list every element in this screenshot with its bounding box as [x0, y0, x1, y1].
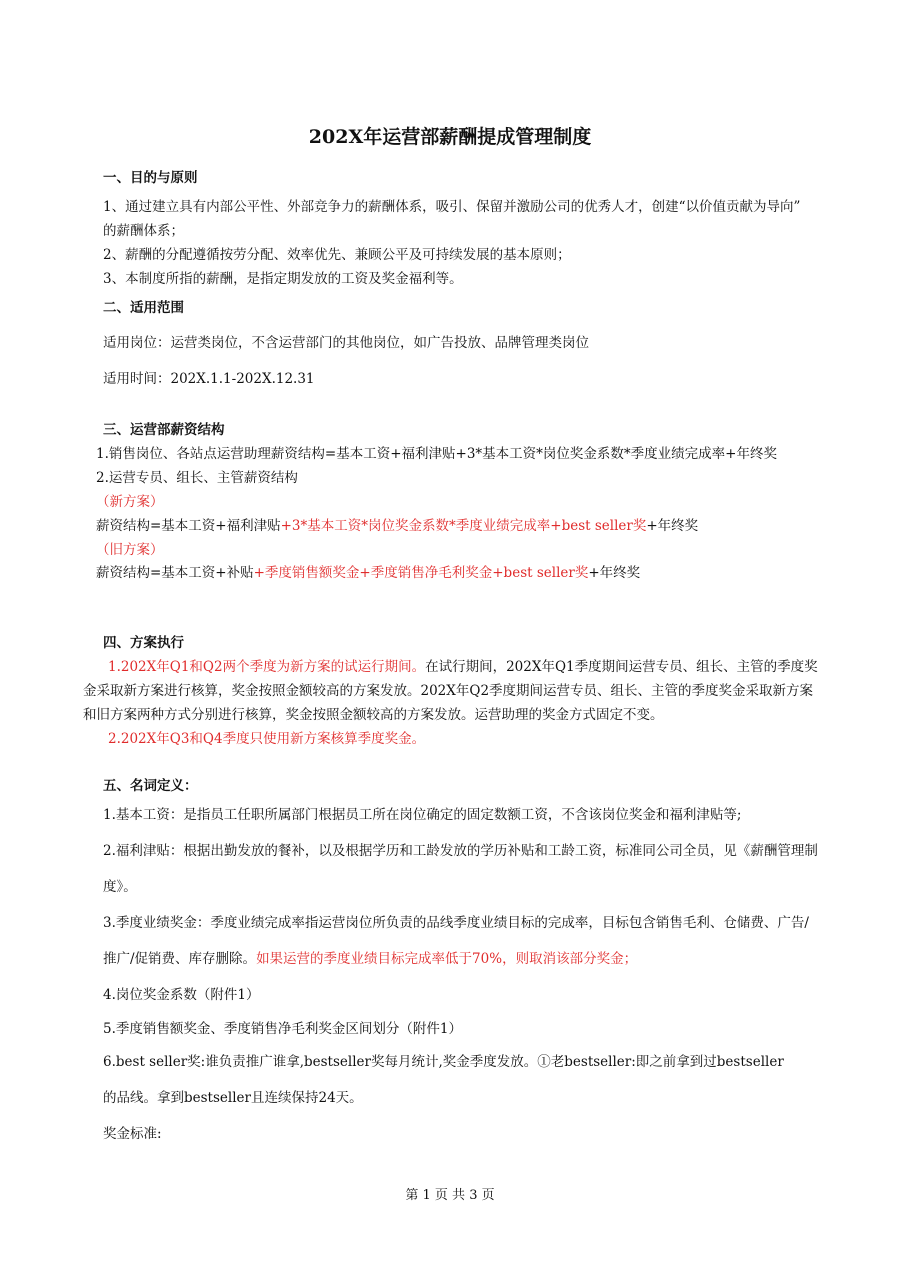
definition-6a: 6.best seller奖:谁负责推广谁拿,bestseller奖每月统计,奖金季度发放。①老bestseller:即之前拿到过bestseller	[103, 1054, 784, 1070]
definition-4: 4.岗位奖金系数（附件1）	[103, 987, 260, 1003]
new-plan-formula	[96, 514, 698, 534]
s4-paragraph-1-line-1	[108, 655, 818, 675]
section-4-heading: 四、方案执行	[103, 635, 184, 651]
new-plan-label: （新方案）	[96, 494, 164, 510]
document-title: 202X年运营部薪酬提成管理制度	[308, 126, 592, 148]
s4-paragraph-1a: 在试行期间，202X年Q1季度期间运营专员、组长、主管的季度奖	[425, 659, 818, 675]
s4-paragraph-1b: 金采取新方案进行核算，奖金按照金额较高的方案发放。202X年Q2季度期间运营专员、组长、主管的季度奖金采取新方案	[83, 683, 814, 699]
section-5-heading: 五、名词定义：	[103, 778, 198, 794]
s3-paragraph-2: 2.运营专员、组长、主管薪资结构	[96, 470, 298, 486]
bonus-standard-label: 奖金标准:	[103, 1126, 162, 1142]
s2-paragraph-1: 适用岗位：运营类岗位，不含运营部门的其他岗位，如广告投放、品牌管理类岗位	[103, 335, 589, 351]
definition-6b: 的品线。拿到bestseller且连续保持24天。	[103, 1090, 363, 1106]
old-plan-formula-a: 薪资结构=基本工资+补贴	[96, 565, 254, 581]
s4-paragraph-1c: 和旧方案两种方式分别进行核算，奖金按照金额较高的方案发放。运营助理的奖金方式固定不变。	[83, 707, 664, 723]
s4-paragraph-2: 2.202X年Q3和Q4季度只使用新方案核算季度奖金。	[108, 731, 426, 747]
s3-paragraph-1: 1.销售岗位、各站点运营助理薪资结构=基本工资+福利津贴+3*基本工资*岗位奖金系数*季度业绩完成率+年终奖	[96, 446, 777, 462]
new-plan-formula-b: +3*基本工资*岗位奖金系数*季度业绩完成率+best seller奖	[280, 518, 647, 534]
definition-3a: 3.季度业绩奖金：季度业绩完成率指运营岗位所负责的品线季度业绩目标的完成率，目标包含销售毛利、仓储费、广告/	[103, 915, 809, 931]
old-plan-formula	[96, 561, 640, 581]
section-3-heading: 三、运营部薪资结构	[103, 422, 225, 438]
definition-5: 5.季度销售额奖金、季度销售净毛利奖金区间划分（附件1）	[103, 1021, 462, 1037]
s1-paragraph-1a: 1、通过建立具有内部公平性、外部竞争力的薪酬体系，吸引、保留并激励公司的优秀人才，创建“以价值贡献为导向”	[103, 199, 801, 215]
s4-trial-period-note: 1.202X年Q1和Q2两个季度为新方案的试运行期间。	[108, 659, 426, 675]
section-1-heading: 一、目的与原则	[103, 170, 198, 186]
new-plan-formula-a: 薪资结构=基本工资+福利津贴	[96, 518, 281, 534]
old-plan-formula-b: +季度销售额奖金+季度销售净毛利奖金+best seller奖	[253, 565, 589, 581]
definition-2a: 2.福利津贴：根据出勤发放的餐补，以及根据学历和工龄发放的学历补贴和工龄工资，标准同公司全员，见《薪酬管理制	[103, 843, 818, 859]
s1-paragraph-2: 2、薪酬的分配遵循按劳分配、效率优先、兼顾公平及可持续发展的基本原则；	[103, 247, 571, 263]
definition-3-line-2	[103, 947, 637, 967]
old-plan-formula-c: +年终奖	[588, 565, 641, 581]
s1-paragraph-1b: 的薪酬体系；	[103, 223, 184, 239]
definition-3b: 推广/促销费、库存删除。	[103, 951, 257, 967]
s2-paragraph-2: 适用时间：202X.1.1-202X.12.31	[103, 371, 315, 387]
definition-3-warning: 如果运营的季度业绩目标完成率低于70%，则取消该部分奖金；	[256, 951, 638, 967]
definition-2b: 度》。	[103, 879, 137, 895]
section-2-heading: 二、适用范围	[103, 300, 184, 316]
s1-paragraph-3: 3、本制度所指的薪酬，是指定期发放的工资及奖金福利等。	[103, 271, 463, 287]
old-plan-label: （旧方案）	[96, 542, 164, 558]
new-plan-formula-c: +年终奖	[646, 518, 699, 534]
page-footer: 第 1 页 共 3 页	[405, 1188, 495, 1203]
definition-1: 1.基本工资：是指员工任职所属部门根据员工所在岗位确定的固定数额工资，不含该岗位奖金和福利津贴等;	[103, 807, 742, 823]
